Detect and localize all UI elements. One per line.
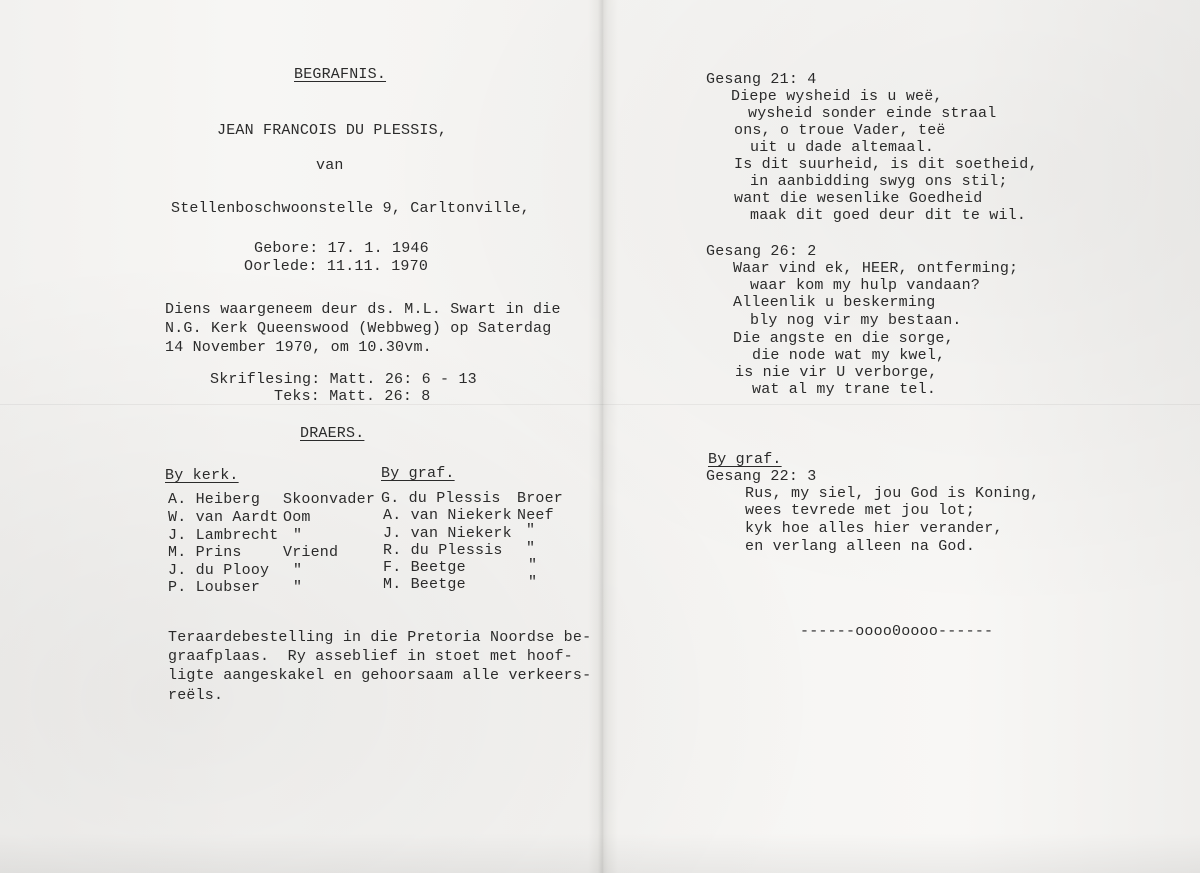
hymn2-line: Waar vind ek, HEER, ontferming; [733,260,1019,277]
church-bearer-relation: " [293,527,303,544]
page-title: BEGRAFNIS. [294,66,387,83]
hymn2-line: is nie vir U verborge, [735,364,938,381]
hymn1-line: ons, o troue Vader, teë [734,122,946,139]
hymn1-line: Diepe wysheid is u weë, [731,88,943,105]
grave-bearer-name: M. Beetge [383,576,466,593]
hymn1-line: maak dit goed deur dit te wil. [750,207,1027,224]
church-bearer-relation: " [293,562,303,579]
bottom-edge-shadow [0,833,1200,873]
burial-line-1: Teraardebestelling in die Pretoria Noordse be- [168,629,592,646]
bearers-heading: DRAERS. [300,425,365,442]
birth-date: Gebore: 17. 1. 1946 [254,240,429,257]
van-label: van [316,157,344,174]
hymn3-title: Gesang 22: 3 [706,468,817,485]
grave-bearer-relation: Broer [517,490,564,507]
hymn1-line: uit u dade altemaal. [750,139,935,156]
church-bearer-relation: Vriend [283,544,339,561]
church-bearer-name: P. Loubser [168,579,261,596]
grave-bearers-heading: By graf. [381,465,455,482]
grave-bearer-name: J. van Niekerk [383,525,512,542]
death-date: Oorlede: 11.11. 1970 [244,258,429,275]
grave-bearer-relation: " [528,574,538,591]
hymn3-line: kyk hoe alles hier verander, [745,520,1003,537]
hymn1-line: want die wesenlike Goedheid [734,190,983,207]
horizontal-crease [0,404,1200,405]
service-line-3: 14 November 1970, om 10.30vm. [165,339,432,356]
burial-line-3: ligte aangeskakel en gehoorsaam alle verkeers- [168,667,592,684]
church-bearer-name: J. Lambrecht [168,527,279,544]
deceased-name: JEAN FRANCOIS DU PLESSIS, [217,122,448,139]
hymn2-line: bly nog vir my bestaan. [750,312,962,329]
grave-bearer-name: R. du Plessis [383,542,503,559]
church-bearer-relation: Oom [283,509,311,526]
service-line-2: N.G. Kerk Queenswood (Webbweg) op Saterdag [165,320,552,337]
address: Stellenboschwoonstelle 9, Carltonville, [171,200,530,217]
sermon-text: Teks: Matt. 26: 8 [274,388,431,405]
church-bearer-relation: Skoonvader [283,491,376,508]
hymn2-line: Alleenlik u beskerming [733,294,936,311]
hymn2-line: die node wat my kwel, [752,347,946,364]
service-line-1: Diens waargeneem deur ds. M.L. Swart in die [165,301,561,318]
grave-section-heading: By graf. [708,451,782,468]
church-bearer-name: J. du Plooy [168,562,270,579]
hymn2-line: Die angste en die sorge, [733,330,954,347]
grave-bearer-name: G. du Plessis [381,490,501,507]
grave-bearer-relation: " [526,522,536,539]
hymn1-line: Is dit suurheid, is dit soetheid, [734,156,1038,173]
grave-bearer-name: F. Beetge [383,559,466,576]
hymn1-line: in aanbidding swyg ons stil; [750,173,1008,190]
hymn3-line: Rus, my siel, jou God is Koning, [745,485,1040,502]
grave-bearer-relation: " [526,540,536,557]
burial-line-4: reëls. [168,687,224,704]
burial-line-2: graafplaas. Ry asseblief in stoet met hoof- [168,648,573,665]
hymn3-line: en verlang alleen na God. [745,538,976,555]
scripture-reading: Skriflesing: Matt. 26: 6 - 13 [210,371,477,388]
church-bearer-relation: " [293,579,303,596]
grave-bearer-relation: " [528,557,538,574]
church-bearer-name: A. Heiberg [168,491,261,508]
hymn1-title: Gesang 21: 4 [706,71,817,88]
hymn2-title: Gesang 26: 2 [706,243,817,260]
hymn2-line: wat al my trane tel. [752,381,937,398]
church-bearer-name: W. van Aardt [168,509,279,526]
church-bearer-name: M. Prins [168,544,242,561]
hymn1-line: wysheid sonder einde straal [748,105,997,122]
hymn3-line: wees tevrede met jou lot; [745,502,976,519]
center-fold [598,0,608,873]
grave-bearer-relation: Neef [517,507,554,524]
closing-ornament: ------oooo0oooo------ [800,623,994,640]
grave-bearer-name: A. van Niekerk [383,507,512,524]
church-bearers-heading: By kerk. [165,467,239,484]
hymn2-line: waar kom my hulp vandaan? [750,277,981,294]
